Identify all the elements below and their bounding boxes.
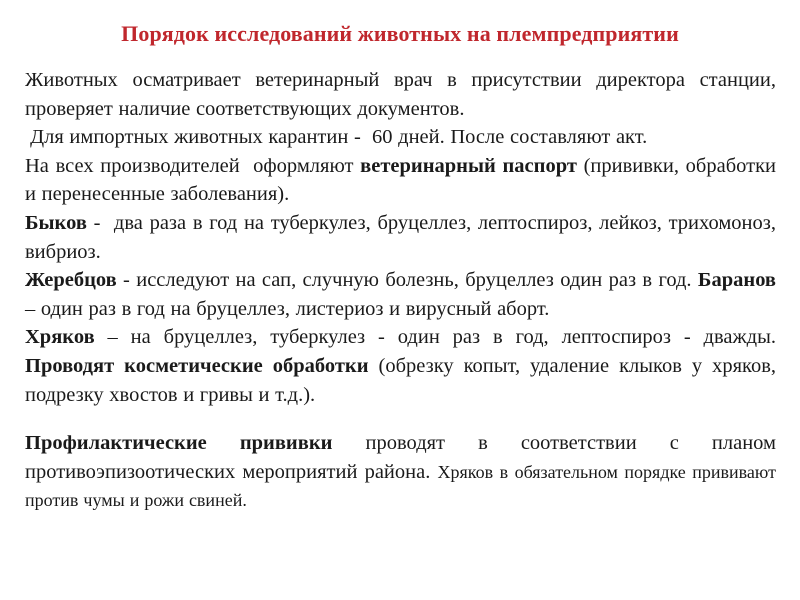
passport-text-after: (прививки, обработки и перенесенные заболевания). bbox=[25, 154, 776, 206]
vaccinations-text: проводят в соответствии с планом противоэпизоотических мероприятий района. bbox=[25, 432, 777, 483]
bulls-bold: Быков bbox=[25, 211, 87, 234]
paragraph-quarantine bbox=[25, 123, 776, 152]
passport-bold: ветеринарный паспорт bbox=[360, 154, 577, 177]
paragraph-boars bbox=[25, 323, 776, 409]
paragraph-stallions-rams bbox=[25, 266, 776, 323]
paragraph-bulls bbox=[25, 209, 782, 266]
passport-text-before: На всех производителей оформляют bbox=[25, 154, 361, 177]
cosmetic-text: (обрезку копыт, удаление клыков у хряков, подрезку хвостов и гривы и т.д.). bbox=[25, 354, 776, 406]
quarantine-text: Для импортных животных карантин - 60 дней. После составляют акт. bbox=[25, 126, 648, 149]
boars-text: – на бруцеллез, туберкулез - один раз в год, лептоспироз - дважды. bbox=[94, 326, 776, 349]
rams-text: – один раз в год на бруцеллез, листериоз и вирусный аборт. bbox=[25, 297, 550, 320]
cosmetic-bold: Проводят косметические обработки bbox=[25, 354, 369, 377]
stallions-bold: Жеребцов bbox=[25, 269, 117, 292]
paragraph-passport bbox=[25, 152, 776, 209]
bulls-text: - два раза в год на туберкулез, бруцеллез, лептоспироз, лейкоз, трихомоноз, вибриоз. bbox=[25, 211, 782, 263]
boars-bold: Хряков bbox=[25, 326, 95, 349]
rams-bold: Баранов bbox=[697, 269, 776, 292]
vaccinations-small-text: Хряков в обязательном порядке прививают против чумы и рожи свиней. bbox=[25, 461, 776, 511]
slide-title: Порядок исследований животных на племпредприятии bbox=[121, 21, 679, 46]
paragraph-gap bbox=[25, 409, 776, 429]
slide-body bbox=[25, 66, 782, 515]
vaccinations-bold: Профилактические прививки bbox=[25, 432, 333, 455]
paragraph-inspection: Животных осматривает ветеринарный врач в присутствии директора станции, проверяет наличие соответствующих документов. bbox=[25, 69, 776, 120]
paragraph-vaccinations bbox=[25, 429, 776, 515]
stallions-text: - исследуют на сап, случную болезнь, бруцеллез один раз в год. bbox=[116, 269, 698, 292]
